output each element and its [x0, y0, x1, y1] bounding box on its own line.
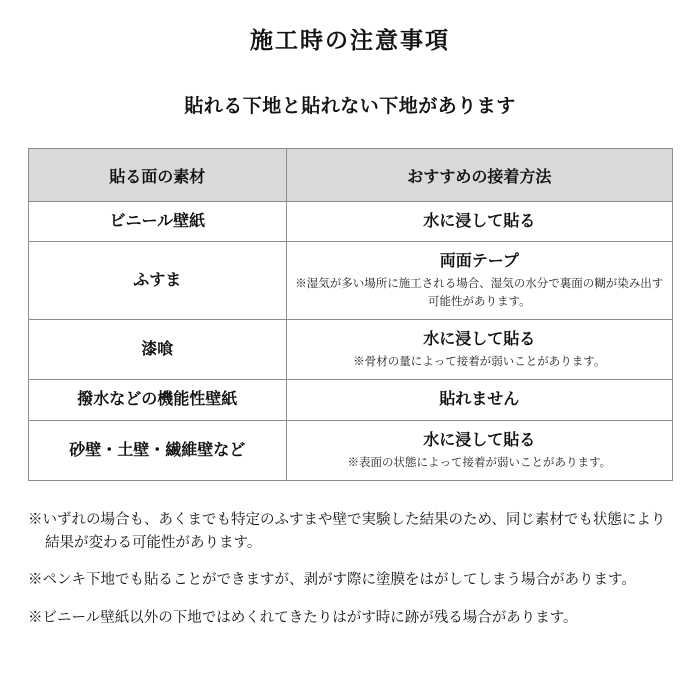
material-label: 砂壁・土壁・繊維壁など	[69, 441, 246, 459]
table-row	[29, 420, 673, 480]
material-label: ふすま	[133, 271, 182, 289]
method-label: 水に浸して貼る	[423, 431, 536, 449]
footnote-text: ※ビニール壁紙以外の下地ではめくれてきたりはがす時に跡が残る場合があります。	[28, 609, 578, 626]
method-label: 水に浸して貼る	[423, 213, 536, 230]
cell-material	[29, 202, 287, 242]
cell-method	[286, 420, 672, 480]
cell-material	[29, 420, 287, 480]
footnote-item	[28, 509, 673, 555]
method-label: 両面テープ	[439, 253, 519, 271]
footnote-text: ※ペンキ下地でも貼ることができますが、剥がす際に塗膜をはがしてしまう場合があります。	[28, 572, 636, 589]
footnotes	[28, 509, 673, 630]
table-row	[29, 380, 673, 420]
table-header-row	[29, 149, 673, 202]
material-label: 漆喰	[141, 341, 174, 358]
cell-material	[29, 319, 287, 379]
substrate-method-table	[28, 148, 673, 481]
footnote-text: ※いずれの場合も、あくまでも特定のふすまや壁で実験した結果のため、同じ素材でも状態により結果が変わる可能性があります。	[28, 511, 666, 552]
page-title: 施工時の注意事項	[250, 27, 450, 53]
table-row	[29, 319, 673, 379]
footnote-item	[28, 569, 673, 592]
material-label: ビニール壁紙	[109, 213, 206, 230]
method-note: ※骨材の量によって接着が弱いことがあります。	[353, 356, 606, 369]
cell-method	[286, 202, 672, 242]
cell-material	[29, 242, 287, 320]
cell-material	[29, 380, 287, 420]
method-note: ※湿気が多い場所に施工される場合、湿気の水分で裏面の糊が染み出す可能性があります。	[295, 278, 664, 308]
column-header-material: 貼る面の素材	[29, 149, 287, 202]
page-subtitle: 貼れる下地と貼れない下地があります	[184, 96, 516, 117]
column-header-method: おすすめの接着方法	[286, 149, 672, 202]
footnote-item	[28, 607, 673, 630]
table-row	[29, 202, 673, 242]
cell-method	[286, 319, 672, 379]
table-row	[29, 242, 673, 320]
method-note: ※表面の状態によって接着が弱いことがあります。	[347, 456, 612, 469]
cell-method	[286, 242, 672, 320]
method-label: 貼れません	[439, 391, 520, 409]
cell-method	[286, 380, 672, 420]
method-label: 水に浸して貼る	[423, 330, 536, 348]
material-label: 撥水などの機能性壁紙	[77, 391, 238, 409]
